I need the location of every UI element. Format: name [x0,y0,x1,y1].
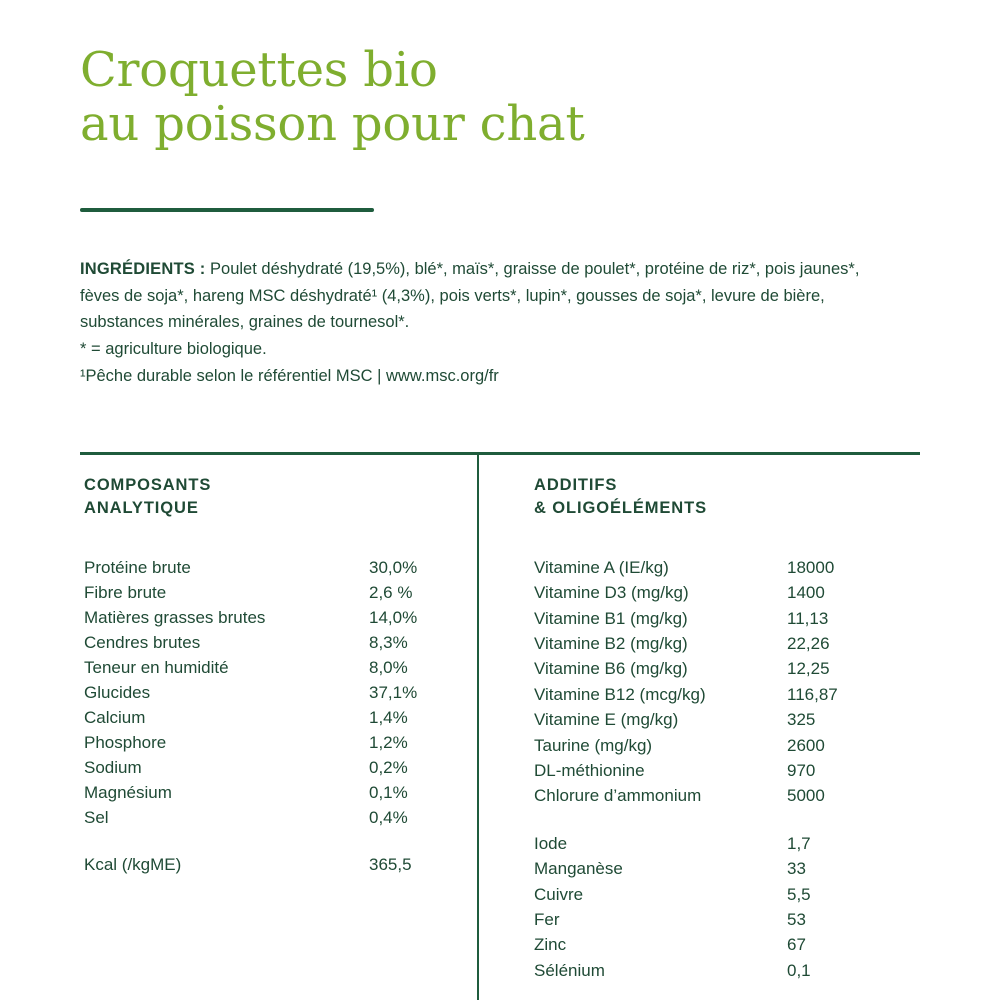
table-row [534,758,924,783]
additives-heading-line-1: ADDITIFS [534,476,618,494]
analytical-heading-line-1: COMPOSANTS [84,476,212,494]
table-row [84,655,459,680]
row-label: Vitamine B6 (mg/kg) [534,659,688,679]
row-label: Vitamine B1 (mg/kg) [534,608,688,628]
table-row [534,606,924,631]
row-label: Cuivre [534,884,584,904]
row-value: 8,0% [369,657,408,677]
row-label: Sélénium [534,960,605,980]
ingredients-text: Poulet déshydraté (19,5%), blé*, maïs*, graisse de poulet*, protéine de riz*, pois jaunes*, fèves de soja*, hareng MSC déshydraté¹ (4,3%), pois verts*, lupin*, gousses de soja*, levure de bière, substances minérales, graines de tournesol*. [80,260,860,332]
row-value: 8,3% [369,632,408,652]
row-label: Iode [534,833,568,853]
row-value: 67 [787,935,806,955]
row-value: 970 [787,760,816,780]
table-row-kcal [84,852,459,877]
additives-list [534,555,924,983]
row-label: Vitamine B2 (mg/kg) [534,634,688,654]
analytical-constituents-column [84,474,459,877]
row-label: DL-méthionine [534,760,645,780]
section-divider-vertical [477,452,479,1000]
row-label: Vitamine D3 (mg/kg) [534,583,689,603]
row-label: Zinc [534,935,567,955]
page-title [80,44,920,152]
row-value: 53 [787,909,806,929]
row-value: 12,25 [787,659,830,679]
row-spacer [534,809,924,831]
table-row [534,580,924,605]
row-value: 18000 [787,557,835,577]
row-label: Chlorure d’ammonium [534,786,702,806]
title-underline-divider [80,208,374,212]
table-row [84,680,459,705]
ingredients-label: INGRÉDIENTS : [80,260,206,278]
row-value: 37,1% [369,682,418,702]
row-value: 14,0% [369,607,418,627]
row-label: Glucides [84,682,151,702]
table-row [84,805,459,830]
row-value: 22,26 [787,634,830,654]
table-row [84,780,459,805]
row-value: 0,4% [369,807,408,827]
row-value: 116,87 [787,684,838,704]
row-label: Phosphore [84,732,167,752]
row-value: 33 [787,859,806,879]
table-row [534,707,924,732]
row-label: Fer [534,909,560,929]
row-value: 365,5 [369,854,412,874]
row-value: 2,6 % [369,582,413,602]
row-value: 1,7 [787,833,811,853]
row-label: Vitamine B12 (mcg/kg) [534,684,706,704]
row-label: Kcal (/kgME) [84,854,182,874]
row-value: 0,2% [369,757,408,777]
row-value: 325 [787,710,816,730]
row-label: Cendres brutes [84,632,201,652]
row-label: Sel [84,807,109,827]
row-value: 5000 [787,786,825,806]
row-value: 11,13 [787,608,829,628]
row-value: 5,5 [787,884,811,904]
table-row [534,733,924,758]
analytical-constituents-heading [84,474,459,521]
row-label: Fibre brute [84,582,167,602]
analytical-constituents-list [84,555,459,877]
row-value: 1,2% [369,732,408,752]
table-row [534,631,924,656]
table-row [534,555,924,580]
row-value: 1400 [787,583,825,603]
table-row [534,958,924,983]
row-label: Protéine brute [84,557,191,577]
additives-heading-line-2: & OLIGOÉLÉMENTS [534,499,708,518]
page-title-line-1: Croquettes bio [80,42,438,98]
table-row [534,682,924,707]
row-value: 0,1% [369,782,408,802]
row-label: Vitamine A (IE/kg) [534,557,669,577]
row-value: 30,0% [369,557,418,577]
row-label: Taurine (mg/kg) [534,735,653,755]
row-label: Vitamine E (mg/kg) [534,710,679,730]
table-row [84,580,459,605]
ingredients-note-organic: * = agriculture biologique. [80,340,267,359]
additives-heading [534,474,924,521]
row-label: Manganèse [534,859,623,879]
table-row [534,656,924,681]
table-row [84,630,459,655]
row-label: Magnésium [84,782,172,802]
page-title-line-2: au poisson pour chat [80,95,585,152]
table-row [84,605,459,630]
table-row [84,755,459,780]
table-row [534,783,924,808]
additives-column [534,474,924,983]
row-value: 2600 [787,735,825,755]
table-row [534,907,924,932]
table-row [534,856,924,881]
table-row [534,882,924,907]
table-row [84,705,459,730]
row-value: 0,1 [787,960,811,980]
section-divider-horizontal [80,452,920,455]
row-value: 1,4% [369,707,408,727]
row-label: Teneur en humidité [84,657,229,677]
table-row [534,932,924,957]
ingredients-note-msc: ¹Pêche durable selon le référentiel MSC | www.msc.org/fr [80,366,499,385]
row-label: Matières grasses brutes [84,607,266,627]
ingredients-paragraph [80,256,880,390]
row-spacer [84,830,459,852]
analytical-heading-line-2: ANALYTIQUE [84,499,199,518]
row-label: Sodium [84,757,142,777]
table-row [84,555,459,580]
row-label: Calcium [84,707,146,727]
table-row [84,730,459,755]
table-row [534,831,924,856]
